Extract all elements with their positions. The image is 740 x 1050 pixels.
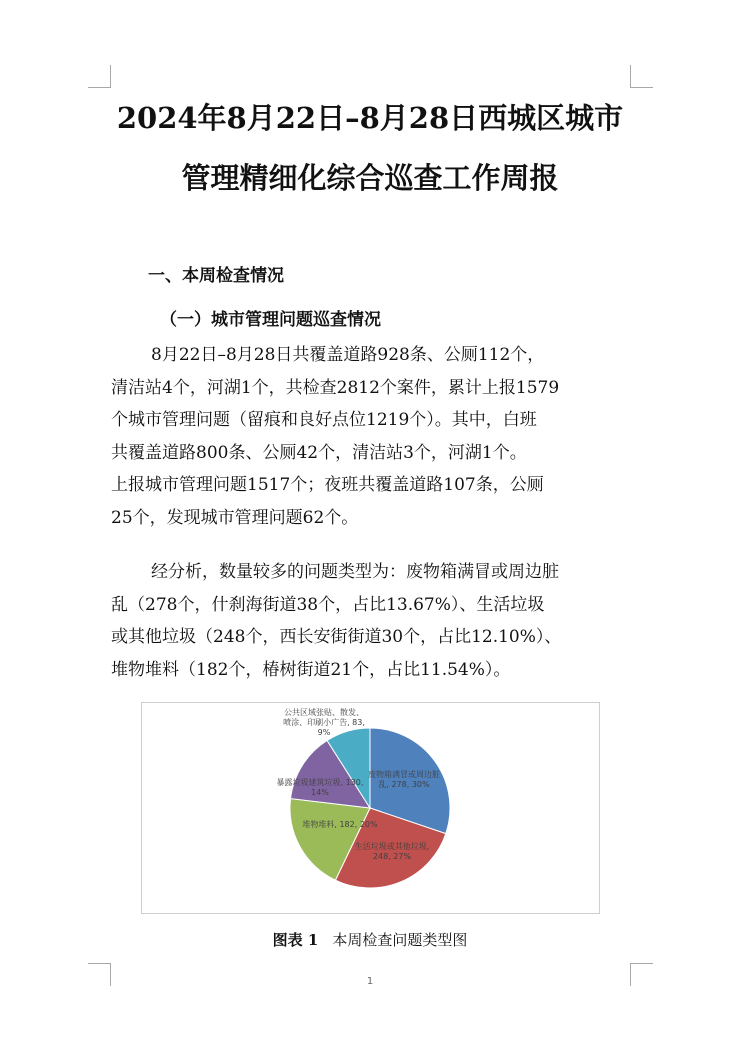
text-line: 共覆盖道路800条、公厕42个，清洁站3个，河湖1个。 bbox=[111, 442, 527, 463]
paragraph-inspection-summary bbox=[111, 339, 631, 534]
text-line: 上报城市管理问题1517个；夜班共覆盖道路107条，公厕 bbox=[111, 475, 544, 495]
text-line: 堆物堆料（182个，椿树街道21个，占比11.54%）。 bbox=[111, 659, 511, 680]
problem-type-pie-chart bbox=[142, 703, 599, 913]
document-title-line-1: 2024年8月22日–8月28日西城区城市 bbox=[116, 101, 624, 135]
text-line: 25个，发现城市管理问题62个。 bbox=[111, 507, 359, 528]
pie-chart-frame bbox=[141, 702, 600, 914]
pie-data-label-3: 堆物堆料, 182, 20% bbox=[302, 820, 378, 829]
section-heading: 一、本周检查情况 bbox=[148, 266, 284, 286]
subsection-heading: （一）城市管理问题巡查情况 bbox=[160, 310, 381, 330]
text-line: 8月22日–8月28日共覆盖道路928条、公厕112个， bbox=[151, 345, 545, 365]
pie-data-label-1: 废物箱满冒或周边脏乱, 278, 30% bbox=[368, 770, 440, 789]
figure-caption-text: 本周检查问题类型图 bbox=[332, 931, 468, 949]
figure-caption bbox=[0, 929, 740, 950]
pie-data-label-4: 暴露垃圾建筑垃圾, 130, 14% bbox=[276, 778, 364, 797]
page-number: 1 bbox=[366, 976, 374, 987]
document-title-line-2: 管理精细化综合巡查工作周报 bbox=[181, 161, 559, 195]
figure-caption-label: 图表 1 bbox=[272, 931, 319, 949]
text-line: 或其他垃圾（248个，西长安街街道30个，占比12.10%）、 bbox=[111, 627, 562, 647]
crop-mark-top-left bbox=[88, 65, 111, 88]
pie-data-label-5: 公共区域张贴、散发、喷涂、印刷小广告, 83, 9% bbox=[283, 708, 365, 737]
text-line: 乱（278个，什刹海街道38个，占比13.67%）、生活垃圾 bbox=[111, 594, 545, 615]
pie-data-label-2: 生活垃圾或其他垃圾, 248, 27% bbox=[354, 842, 430, 861]
paragraph-problem-analysis bbox=[111, 556, 631, 686]
text-line: 经分析，数量较多的问题类型为：废物箱满冒或周边脏 bbox=[151, 562, 559, 582]
crop-mark-top-right bbox=[630, 65, 653, 88]
text-line: 清洁站4个，河湖1个，共检查2812个案件，累计上报1579 bbox=[111, 377, 560, 398]
text-line: 个城市管理问题（留痕和良好点位1219个）。其中，白班 bbox=[111, 410, 537, 430]
